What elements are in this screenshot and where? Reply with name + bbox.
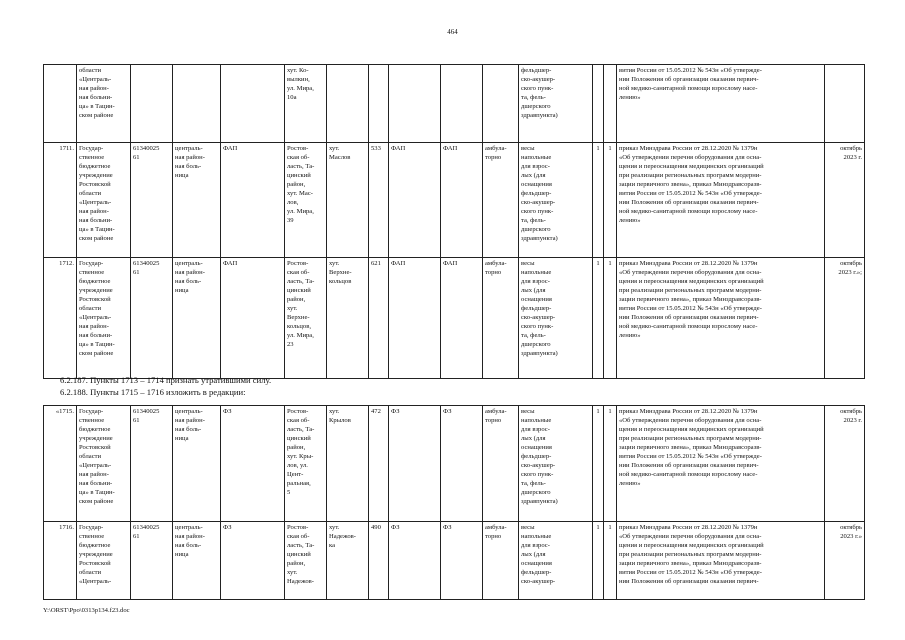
cell-equipment: весы напольные для взрос- лых (для оснащения фельдшер- ско-акушер- ского пунк- та, фель- дшерского здравпункта) <box>519 406 593 522</box>
cell-address: Ростов- ская об- ласть, Та- цинский район, хут. Мас- лов, ул. Мира, 39 <box>285 143 327 258</box>
cell-object-type: ФЗ <box>221 522 285 600</box>
table-bottom <box>43 405 865 600</box>
table-row <box>44 258 865 379</box>
cell-legal-basis: приказ Минздрава России от 28.12.2020 № 1379н «Об утверждении перечня оборудования для осна- щения и переоснащения медицинских организаций при реализации региональных программ модерни- зации первичного звена», приказ Минздравсоразв- вития России от 15.05.2012 № 543н «Об утвержде- нии Положения об организации оказания первич- ной медико-санитарной помощи взрослому насе- лению» <box>617 143 825 258</box>
page-number: 464 <box>447 28 458 36</box>
cell-deadline: октябрь 2023 г. <box>825 406 865 522</box>
cell-population: 490 <box>369 522 389 600</box>
paragraph-amend: 6.2.188. Пункты 1715 – 1716 изложить в редакции: <box>60 387 246 397</box>
cell-type-current <box>389 65 441 143</box>
cell-organization: Государ- ственное бюджетное учреждение Ростовской области «Централь- <box>77 522 131 600</box>
cell-qty-1 <box>593 65 604 143</box>
cell-qty-1: 1 <box>593 406 604 522</box>
cell-care-form: амбула- торно <box>483 406 519 522</box>
cell-qty-1: 1 <box>593 258 604 379</box>
cell-object-type: ФЗ <box>221 406 285 522</box>
cell-address: Ростов- ская об- ласть, Та- цинский район, хут. Кры- лов, ул. Цент- ральная, 5 <box>285 406 327 522</box>
cell-item-number: 1716. <box>44 522 77 600</box>
cell-care-form: амбула- торно <box>483 143 519 258</box>
cell-legal-basis: приказ Минздрава России от 28.12.2020 № 1379н «Об утверждении перечня оборудования для осна- щения и переоснащения медицинских организаций при реализации региональных программ модерни- зации первичного звена», приказ Минздравсоразв- вития России от 15.05.2012 № 543н «Об утвержде- нии Положения об организации оказания первич- ной медико-санитарной помощи взрослому насе- лению» <box>617 406 825 522</box>
table-row <box>44 522 865 600</box>
cell-object-type: ФАП <box>221 143 285 258</box>
cell-type-current: ФАП <box>389 258 441 379</box>
cell-type-current: ФЗ <box>389 522 441 600</box>
cell-organization: Государ- ственное бюджетное учреждение Ростовской области «Централь- ная район- ная больни- ца» в Тацин- ском районе <box>77 258 131 379</box>
cell-equipment: фельдшер- ско-акушер- ского пунк- та, фель- дшерского здравпункта) <box>519 65 593 143</box>
cell-locality: хут. Крылов <box>327 406 369 522</box>
cell-equipment: весы напольные для взрос- лых (для оснащения фельдшер- ско-акушер- ского пунк- та, фель- дшерского здравпункта) <box>519 143 593 258</box>
table-row <box>44 406 865 522</box>
cell-population: 621 <box>369 258 389 379</box>
cell-organization: Государ- ственное бюджетное учреждение Ростовской области «Централь- ная район- ная больни- ца» в Тацин- ском районе <box>77 406 131 522</box>
cell-type-current: ФАП <box>389 143 441 258</box>
cell-item-number: 1712. <box>44 258 77 379</box>
cell-organization: Государ- ственное бюджетное учреждение Ростовской области «Централь- ная район- ная больни- ца» в Тацин- ском районе <box>77 143 131 258</box>
cell-type-planned: ФЗ <box>441 522 483 600</box>
cell-unit: централь- ная район- ная боль- ница <box>173 143 221 258</box>
table-row <box>44 143 865 258</box>
cell-care-form: амбула- торно <box>483 522 519 600</box>
cell-locality <box>327 65 369 143</box>
table-top <box>43 64 865 379</box>
cell-organization: области «Централь- ная район- ная больни- ца» в Тацин- ском районе <box>77 65 131 143</box>
cell-legal-basis: вития России от 15.05.2012 № 543н «Об утвержде- нии Положения об организации оказания первич- ной медико-санитарной помощи взрослому насе- лению» <box>617 65 825 143</box>
table-row <box>44 65 865 143</box>
cell-care-form <box>483 65 519 143</box>
cell-locality: хут. Надежов- ка <box>327 522 369 600</box>
cell-qty-2: 1 <box>604 258 617 379</box>
cell-object-type: ФАП <box>221 258 285 379</box>
cell-unit: централь- ная район- ная боль- ница <box>173 406 221 522</box>
cell-legal-basis: приказ Минздрава России от 28.12.2020 № 1379н «Об утверждении перечня оборудования для осна- щения и переоснащения медицинских организаций при реализации региональных программ модерни- зации первичного звена», приказ Минздравсоразв- вития России от 15.05.2012 № 543н «Об утвержде- нии Положения об организации оказания первич- <box>617 522 825 600</box>
cell-code: 61340025 61 <box>131 522 173 600</box>
cell-qty-2: 1 <box>604 406 617 522</box>
cell-qty-1: 1 <box>593 143 604 258</box>
cell-type-planned <box>441 65 483 143</box>
paragraph-repeal: 6.2.187. Пункты 1713 – 1714 признать утратившими силу. <box>60 375 272 385</box>
cell-code: 61340025 61 <box>131 143 173 258</box>
cell-item-number <box>44 65 77 143</box>
cell-type-planned: ФАП <box>441 258 483 379</box>
cell-type-planned: ФАП <box>441 143 483 258</box>
cell-equipment: весы напольные для взрос- лых (для оснащения фельдшер- ско-акушер- ского пунк- та, фель- дшерского здравпункта) <box>519 258 593 379</box>
cell-population: 472 <box>369 406 389 522</box>
cell-qty-1: 1 <box>593 522 604 600</box>
cell-address: Ростов- ская об- ласть, Та- цинский район, хут. Верхне- кольцов, ул. Мира, 23 <box>285 258 327 379</box>
cell-care-form: амбула- торно <box>483 258 519 379</box>
cell-address: Ростов- ская об- ласть, Та- цинский район, хут. Надежов- <box>285 522 327 600</box>
cell-legal-basis: приказ Минздрава России от 28.12.2020 № 1379н «Об утверждении перечня оборудования для осна- щения и переоснащения медицинских организаций при реализации региональных программ модерни- зации первичного звена», приказ Минздравсоразв- вития России от 15.05.2012 № 543н «Об утвержде- нии Положения об организации оказания первич- ной медико-санитарной помощи взрослому насе- лению» <box>617 258 825 379</box>
cell-qty-2 <box>604 65 617 143</box>
cell-locality: хут. Маслов <box>327 143 369 258</box>
cell-unit <box>173 65 221 143</box>
cell-population: 533 <box>369 143 389 258</box>
cell-locality: хут. Верхне- кольцов <box>327 258 369 379</box>
cell-object-type <box>221 65 285 143</box>
cell-address: хут. Ко- вылкин, ул. Мира, 10а <box>285 65 327 143</box>
cell-code: 61340025 61 <box>131 258 173 379</box>
cell-item-number: «1715. <box>44 406 77 522</box>
cell-deadline <box>825 65 865 143</box>
cell-equipment: весы напольные для взрос- лых (для оснащения фельдшер- ско-акушер- <box>519 522 593 600</box>
cell-unit: централь- ная район- ная боль- ница <box>173 522 221 600</box>
cell-qty-2: 1 <box>604 143 617 258</box>
footer-file-path: Y:\ORST\Ppo\0313p134.f23.doc <box>43 607 130 614</box>
cell-deadline: октябрь 2023 г.» <box>825 522 865 600</box>
cell-type-planned: ФЗ <box>441 406 483 522</box>
cell-deadline: октябрь 2023 г. <box>825 143 865 258</box>
cell-code <box>131 65 173 143</box>
cell-code: 61340025 61 <box>131 406 173 522</box>
cell-population <box>369 65 389 143</box>
cell-type-current: ФЗ <box>389 406 441 522</box>
cell-item-number: 1711. <box>44 143 77 258</box>
cell-unit: централь- ная район- ная боль- ница <box>173 258 221 379</box>
cell-qty-2: 1 <box>604 522 617 600</box>
cell-deadline: октябрь 2023 г.»; <box>825 258 865 379</box>
